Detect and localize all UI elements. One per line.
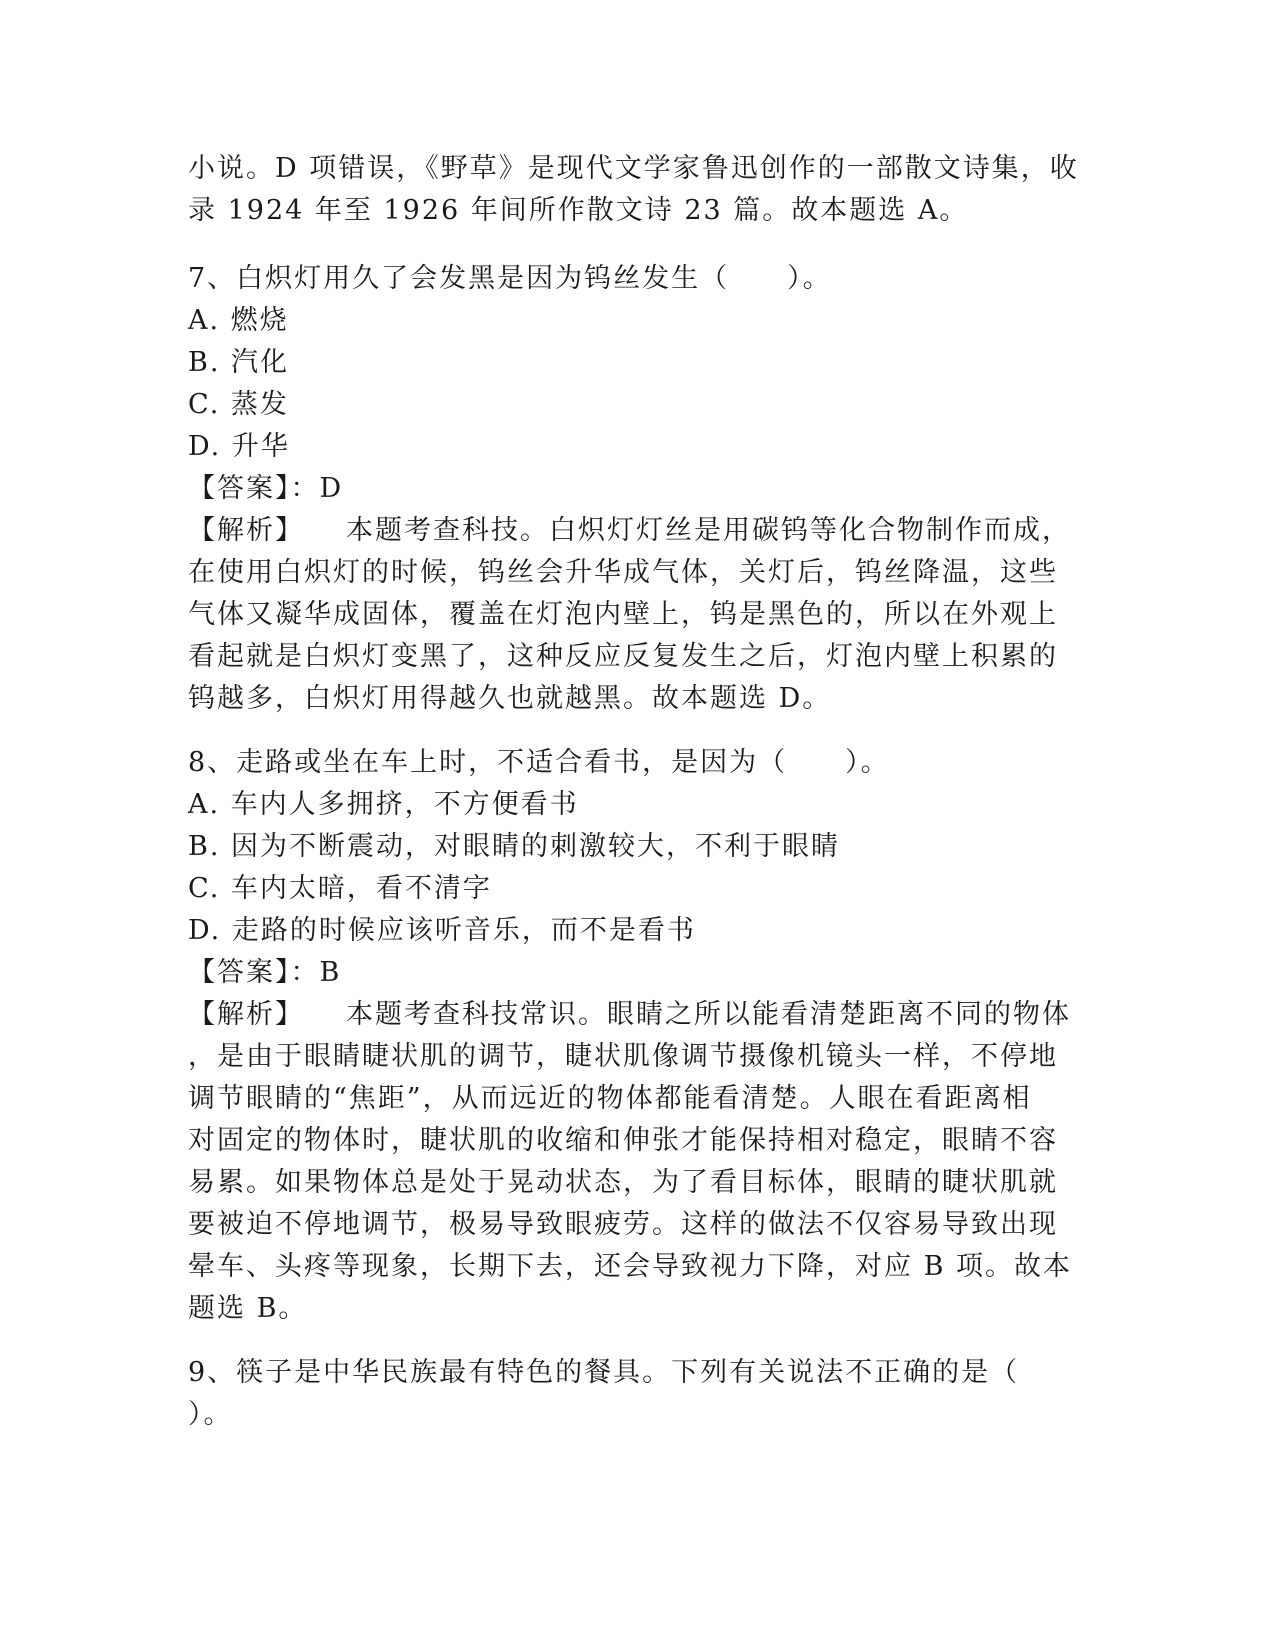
answer-value: D [319, 473, 344, 504]
question-stem: 8、走路或坐在车上时，不适合看书，是因为（ ）。 [188, 747, 890, 778]
option-c: C. 蒸发 [188, 389, 289, 420]
option-d: D. 升华 [188, 431, 290, 462]
answer-label: 【答案】： [188, 473, 320, 504]
option-a: A. 车内人多拥挤，不方便看书 [188, 789, 579, 820]
question-stem: 7、白炽灯用久了会发黑是因为钨丝发生（ ）。 [188, 263, 832, 294]
analysis-text: 在使用白炽灯的时候，钨丝会升华成气体，关灯后，钨丝降温，这些 [188, 557, 1058, 588]
analysis-text: 看起就是白炽灯变黑了，这种反应反复发生之后，灯泡内壁上积累的 [188, 641, 1058, 672]
analysis-text: 气体又凝华成固体，覆盖在灯泡内壁上，钨是黑色的，所以在外观上 [188, 599, 1058, 630]
question-8 [188, 742, 1073, 1330]
analysis-text: 晕车、头疼等现象，长期下去，还会导致视力下降，对应 B 项。故本 [188, 1251, 1073, 1282]
answer-label: 【答案】： [188, 957, 320, 988]
answer-line [188, 468, 1068, 510]
question-stem: ）。 [188, 1399, 233, 1430]
previous-explanation [188, 148, 1079, 232]
text-line: 录 1924 年至 1926 年间所作散文诗 23 篇。故本题选 A。 [188, 195, 969, 226]
option-b: B. 汽化 [188, 347, 290, 378]
analysis-line [188, 994, 1071, 1036]
option-c: C. 车内太暗，看不清字 [188, 873, 492, 904]
analysis-text: ，是由于眼睛睫状肌的调节，睫状肌像调节摄像机镜头一样，不停地 [188, 1041, 1058, 1072]
analysis-label: 【解析】 [188, 515, 304, 546]
analysis-text: 题选 B。 [188, 1293, 308, 1324]
analysis-text: 本题考查科技常识。眼睛之所以能看清楚距离不同的物体 [346, 999, 1071, 1030]
question-7 [188, 258, 1071, 720]
analysis-text: 调节眼睛的“焦距”，从而远近的物体都能看清楚。人眼在看距离相 [188, 1083, 1032, 1114]
document-page [188, 148, 1079, 1436]
question-stem: 9、筷子是中华民族最有特色的餐具。下列有关说法不正确的是（ [188, 1357, 1020, 1388]
analysis-text: 钨越多，白炽灯用得越久也就越黑。故本题选 D。 [188, 683, 832, 714]
analysis-text: 本题考查科技。白炽灯灯丝是用碳钨等化合物制作而成， [346, 515, 1071, 546]
answer-value: B [319, 957, 342, 988]
option-a: A. 燃烧 [188, 305, 289, 336]
analysis-text: 要被迫不停地调节，极易导致眼疲劳。这样的做法不仅容易导致出现 [188, 1209, 1058, 1240]
answer-line [188, 952, 1068, 994]
analysis-label: 【解析】 [188, 999, 304, 1030]
analysis-text: 对固定的物体时，睫状肌的收缩和伸张才能保持相对稳定，眼睛不容 [188, 1125, 1058, 1156]
text-line: 小说。D 项错误，《野草》是现代文学家鲁迅创作的一部散文诗集，收 [188, 153, 1079, 184]
question-9 [188, 1352, 1068, 1436]
option-b: B. 因为不断震动，对眼睛的刺激较大，不利于眼睛 [188, 831, 841, 862]
analysis-line [188, 510, 1071, 552]
analysis-text: 易累。如果物体总是处于晃动状态，为了看目标体，眼睛的睫状肌就 [188, 1167, 1058, 1198]
option-d: D. 走路的时候应该听音乐，而不是看书 [188, 915, 696, 946]
